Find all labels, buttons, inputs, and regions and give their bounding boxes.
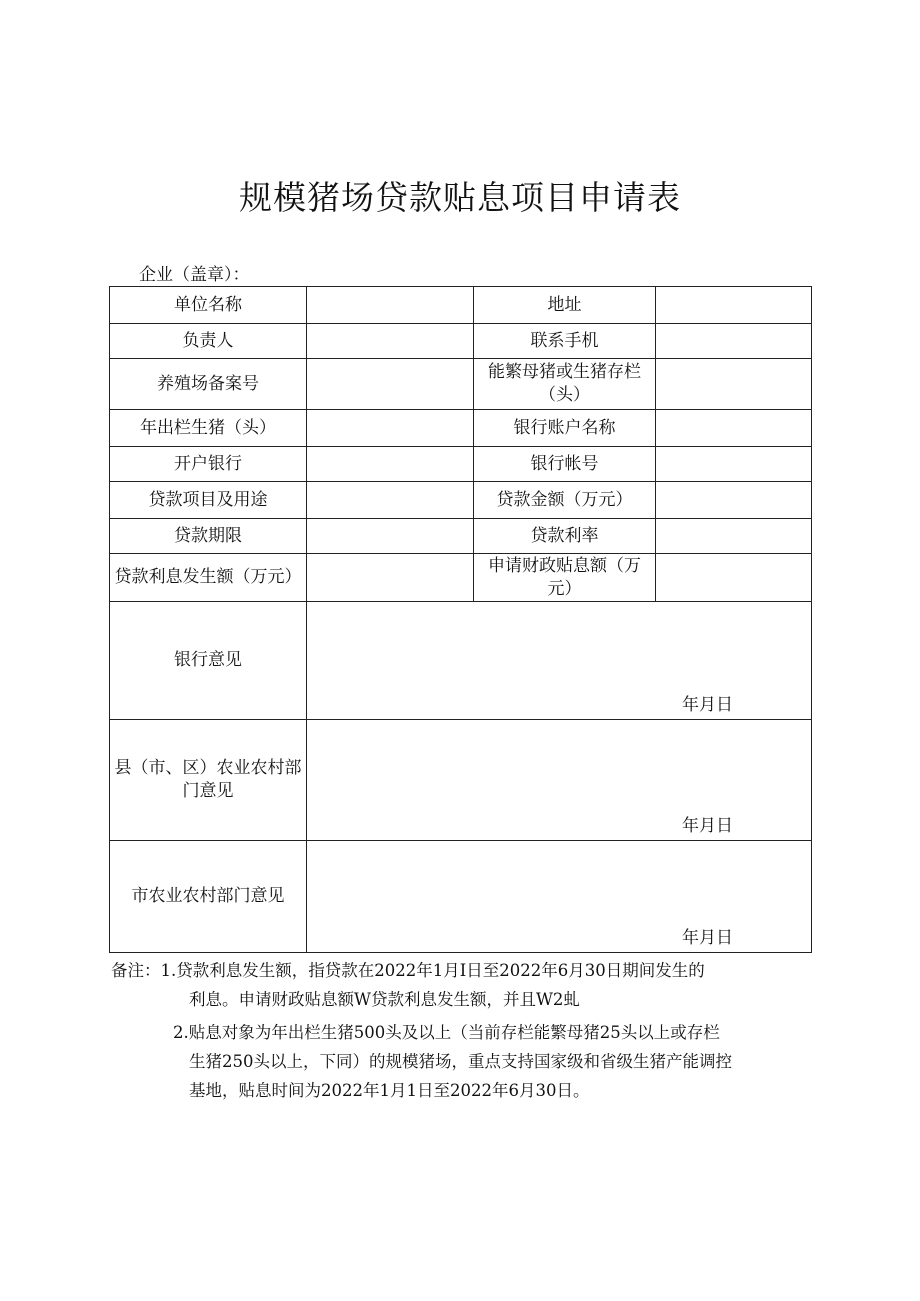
form-row <box>110 482 812 519</box>
loan-rate-input[interactable] <box>656 519 812 554</box>
county-opinion-field[interactable] <box>307 720 812 841</box>
loan-term-input[interactable] <box>307 519 474 554</box>
unit-name-input[interactable] <box>307 287 474 324</box>
form-row <box>110 287 812 324</box>
date-label: 年月日 <box>682 695 733 715</box>
date-label: 年月日 <box>682 928 733 948</box>
application-form-table <box>109 286 812 953</box>
field-label: 单位名称 <box>110 287 307 324</box>
form-row <box>110 359 812 410</box>
field-label: 年出栏生猪（头） <box>110 410 307 447</box>
opinion-label: 县（市、区）农业农村部门意见 <box>110 720 307 841</box>
company-seal-label: 企业（盖章）： <box>139 265 250 285</box>
mobile-input[interactable] <box>656 324 812 359</box>
field-label: 贷款金额（万元） <box>474 482 656 519</box>
city-opinion-field[interactable] <box>307 841 812 953</box>
date-label: 年月日 <box>682 816 733 836</box>
bank-input[interactable] <box>307 447 474 482</box>
field-label: 贷款项目及用途 <box>110 482 307 519</box>
page-title: 规模猪场贷款贴息项目申请表 <box>239 178 681 217</box>
opinion-row <box>110 841 812 953</box>
account-number-input[interactable] <box>656 447 812 482</box>
field-label: 地址 <box>474 287 656 324</box>
field-label: 申请财政贴息额（万元） <box>474 554 656 602</box>
farm-registration-input[interactable] <box>307 359 474 410</box>
opinion-row <box>110 720 812 841</box>
form-row <box>110 554 812 602</box>
note-line: 基地，贴息时间为2022年1月1日至2022年6月30日。 <box>189 1081 590 1100</box>
address-input[interactable] <box>656 287 812 324</box>
note-line: 生猪250头以上，下同）的规模猪场，重点支持国家级和省级生猪产能调控 <box>189 1052 732 1071</box>
bank-opinion-field[interactable] <box>307 602 812 720</box>
field-label: 贷款利息发生额（万元） <box>110 554 307 602</box>
form-row <box>110 324 812 359</box>
field-label: 联系手机 <box>474 324 656 359</box>
account-name-input[interactable] <box>656 410 812 447</box>
loan-amount-input[interactable] <box>656 482 812 519</box>
opinion-row <box>110 602 812 720</box>
field-label: 能繁母猪或生猪存栏（头） <box>474 359 656 410</box>
field-label: 开户银行 <box>110 447 307 482</box>
note-line: 2.贴息对象为年出栏生猪500头及以上（当前存栏能繁母猪25头以上或存栏 <box>173 1023 720 1042</box>
field-label: 贷款期限 <box>110 519 307 554</box>
form-row <box>110 519 812 554</box>
interest-amount-input[interactable] <box>307 554 474 602</box>
note-line: 备注：1.贷款利息发生额，指贷款在2022年1月I日至2022年6月30日期间发生的 <box>111 961 705 980</box>
note-line: 利息。申请财政贴息额W贷款利息发生额，并且W2虬 <box>189 990 580 1009</box>
form-row <box>110 447 812 482</box>
field-label: 养殖场备案号 <box>110 359 307 410</box>
opinion-label: 银行意见 <box>110 602 307 720</box>
subsidy-amount-input[interactable] <box>656 554 812 602</box>
form-row <box>110 410 812 447</box>
field-label: 银行账户名称 <box>474 410 656 447</box>
loan-purpose-input[interactable] <box>307 482 474 519</box>
annual-output-input[interactable] <box>307 410 474 447</box>
field-label: 银行帐号 <box>474 447 656 482</box>
field-label: 负责人 <box>110 324 307 359</box>
field-label: 贷款利率 <box>474 519 656 554</box>
person-in-charge-input[interactable] <box>307 324 474 359</box>
opinion-label: 市农业农村部门意见 <box>110 841 307 953</box>
sow-stock-input[interactable] <box>656 359 812 410</box>
